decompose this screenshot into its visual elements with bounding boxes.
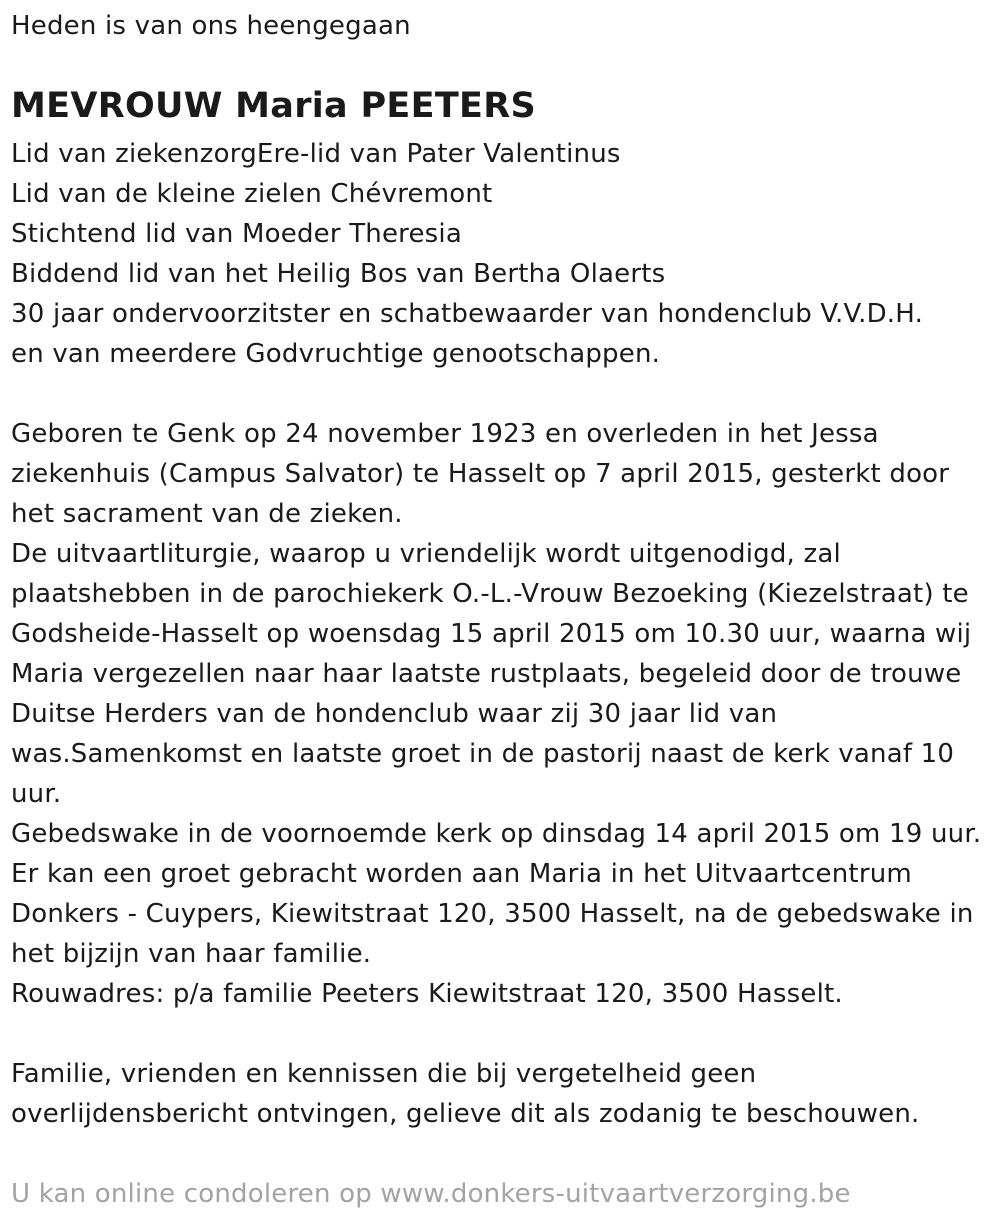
closing-line: Familie, vrienden en kennissen die bij vergetelheid geen: [11, 1059, 757, 1089]
closing-line: overlijdensbericht ontvingen, gelieve dit als zodanig te beschouwen.: [11, 1099, 920, 1129]
detail-line: Duitse Herders van de hondenclub waar zij 30 jaar lid van: [11, 699, 778, 729]
detail-line: Rouwadres: p/a familie Peeters Kiewitstraat 120, 3500 Hasselt.: [11, 979, 843, 1009]
obituary-notice: [11, 6, 991, 1214]
membership-line: Lid van ziekenzorgEre-lid van Pater Valentinus: [11, 139, 621, 169]
detail-line: plaatshebben in de parochiekerk O.-L.-Vrouw Bezoeking (Kiezelstraat) te: [11, 579, 969, 609]
membership-line: en van meerdere Godvruchtige genootschappen.: [11, 339, 661, 369]
closing-note: [11, 1054, 991, 1134]
membership-line: Lid van de kleine zielen Chévremont: [11, 179, 493, 209]
deceased-name: MEVROUW Maria PEETERS: [11, 86, 536, 126]
intro-text: Heden is van ons heengegaan: [11, 11, 411, 41]
detail-line: Godsheide-Hasselt op woensdag 15 april 2015 om 10.30 uur, waarna wij: [11, 619, 972, 649]
detail-line: Maria vergezellen naar haar laatste rustplaats, begeleid door de trouwe: [11, 659, 962, 689]
detail-line: Er kan een groet gebracht worden aan Maria in het Uitvaartcentrum: [11, 859, 912, 889]
detail-line: ziekenhuis (Campus Salvator) te Hasselt op 7 april 2015, gesterkt door: [11, 459, 950, 489]
spacer: [11, 374, 991, 414]
detail-line: het bijzijn van haar familie.: [11, 939, 372, 969]
detail-line: Donkers - Cuypers, Kiewitstraat 120, 3500 Hasselt, na de gebedswake in: [11, 899, 974, 929]
detail-line: het sacrament van de zieken.: [11, 499, 403, 529]
membership-line: 30 jaar ondervoorzitster en schatbewaarder van hondenclub V.V.D.H.: [11, 299, 924, 329]
detail-line: Geboren te Genk op 24 november 1923 en overleden in het Jessa: [11, 419, 879, 449]
detail-line: uur.: [11, 779, 62, 809]
funeral-details: [11, 414, 991, 1014]
spacer: [11, 1014, 991, 1054]
memberships-list: [11, 134, 991, 374]
detail-line: was.Samenkomst en laatste groet in de pastorij naast de kerk vanaf 10: [11, 739, 955, 769]
membership-line: Stichtend lid van Moeder Theresia: [11, 219, 462, 249]
spacer: [11, 1134, 991, 1174]
online-condolence-note: U kan online condoleren op www.donkers-uitvaartverzorging.be: [11, 1179, 851, 1209]
membership-line: Biddend lid van het Heilig Bos van Bertha Olaerts: [11, 259, 666, 289]
detail-line: Gebedswake in de voornoemde kerk op dinsdag 14 april 2015 om 19 uur.: [11, 819, 982, 849]
detail-line: De uitvaartliturgie, waarop u vriendelijk wordt uitgenodigd, zal: [11, 539, 841, 569]
